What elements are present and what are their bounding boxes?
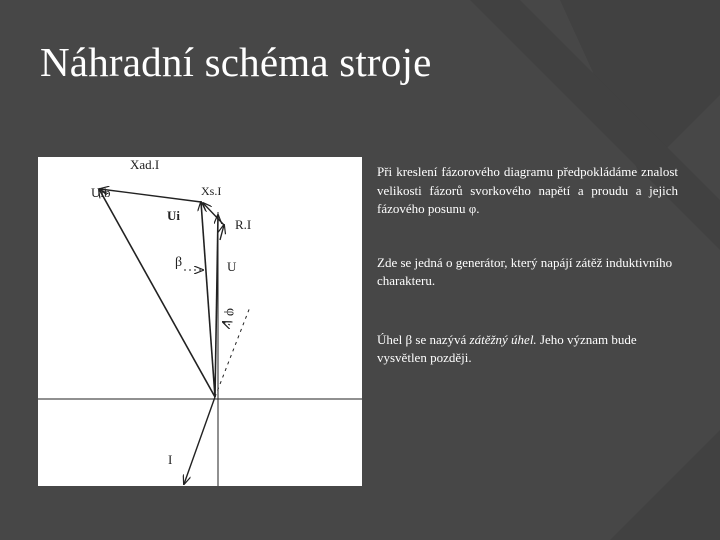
label-xs: Xs.I (201, 184, 222, 198)
phi-arc (223, 322, 230, 325)
slide-title: Náhradní schéma stroje (40, 39, 432, 85)
paragraph-generator-load: Zde se jedná o generátor, který napájí zátěž induktivního charakteru. (377, 254, 673, 288)
phasor-xs-drop (203, 203, 224, 225)
phasor-ui (201, 202, 215, 397)
label-i: I (168, 452, 173, 467)
phasor-diagram-svg (38, 157, 362, 486)
dashed-extension (215, 307, 250, 397)
paragraph-phasor-assumption: Při kreslení fázorového diagramu předpokládáme znalost velikosti fázorů svorkového napětí a proudu a jejich fázového posunu φ. (377, 164, 678, 216)
label-ri: R.I (235, 217, 252, 232)
label-u: U (227, 259, 237, 274)
label-phi: φ (223, 308, 238, 317)
load-angle-text-start: Úhel β se nazývá (377, 331, 470, 347)
load-angle-text-end: Jeho význam bude vysvětlen později. (377, 331, 637, 365)
phasor-r-drop (220, 225, 224, 240)
label-ui: Ui (167, 208, 180, 223)
phasor-uib (99, 189, 215, 397)
phasor-current (184, 397, 215, 484)
label-beta: β (175, 255, 183, 270)
explanation-text (377, 163, 678, 368)
phasor-xad-drop (100, 189, 201, 202)
phasor-diagram (38, 157, 362, 486)
label-uib: Uib (91, 185, 111, 200)
label-xad: Xad.I (130, 157, 160, 172)
load-angle-term: zátěžný úhel. (469, 331, 537, 347)
paragraph-load-angle (377, 331, 678, 368)
